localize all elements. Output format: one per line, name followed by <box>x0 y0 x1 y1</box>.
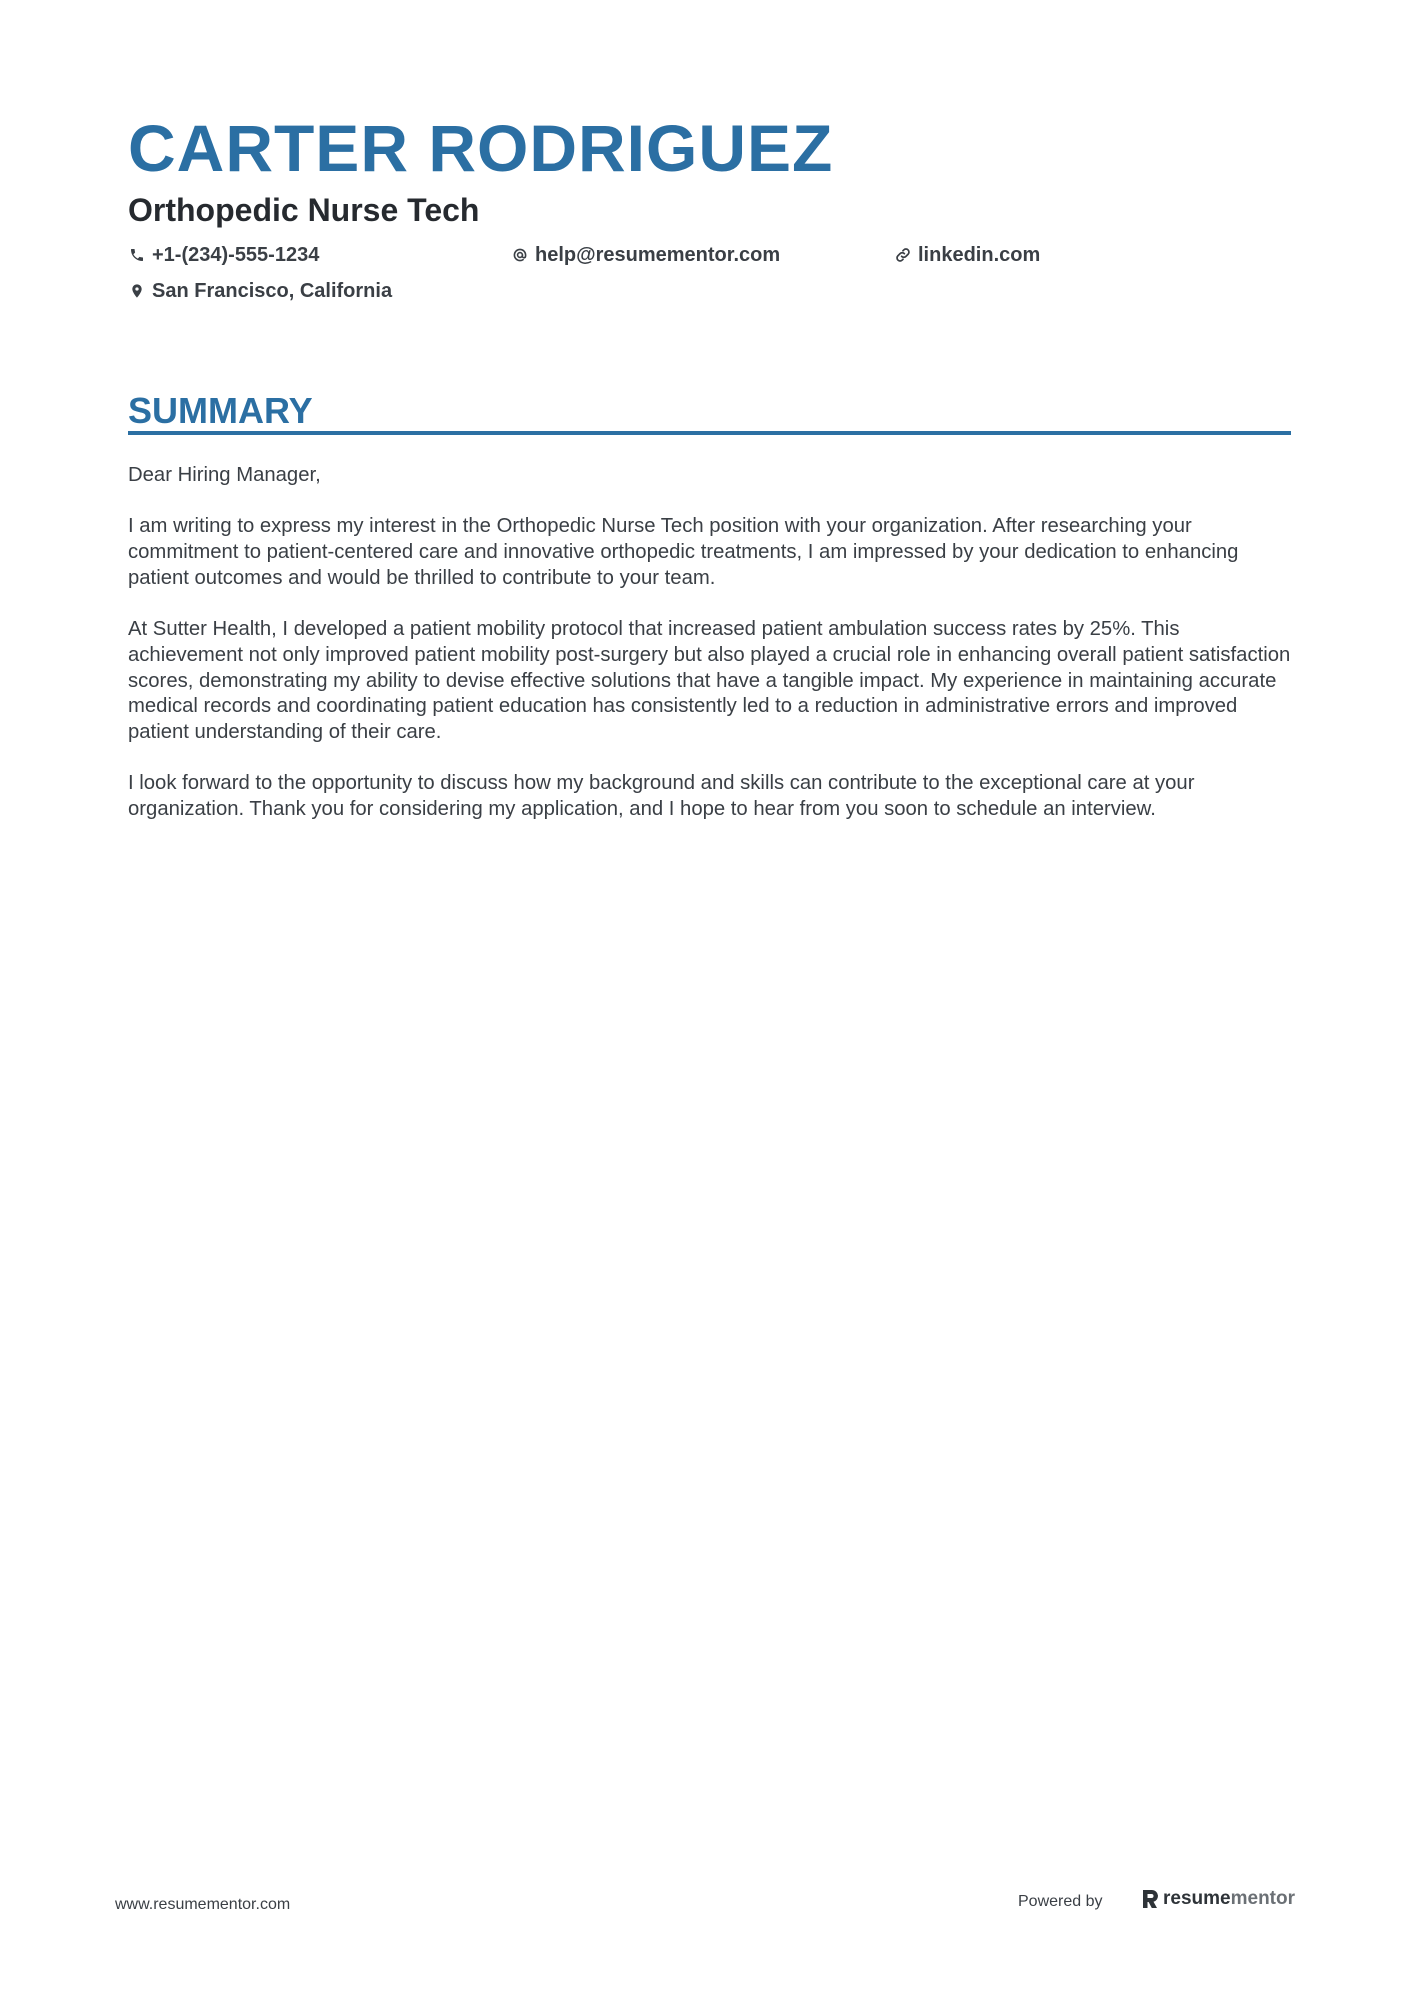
footer-website-link[interactable]: www.resumementor.com <box>115 1896 291 1913</box>
contact-email[interactable] <box>511 242 780 268</box>
contact-phone <box>128 242 319 268</box>
powered-by-label: Powered by <box>1018 1893 1103 1910</box>
contact-link[interactable] <box>894 242 1040 268</box>
summary-heading: SUMMARY <box>128 390 313 431</box>
job-title: Orthopedic Nurse Tech <box>128 192 480 228</box>
letter-paragraph: At Sutter Health, I developed a patient mobility protocol that increased patient ambulation success rates by 25%. This achievement not only improved patient mobility post-surgery but also played a crucial role in enhancing overall patient satisfaction scores, demonstrating my ability to devise effective solutions that have a tangible impact. My experience in maintaining accurate medical records and coordinating patient education has consistently led to a reduction in administrative errors and improved patient understanding of their care. <box>128 618 1291 743</box>
contact-location <box>128 278 392 304</box>
brand-logo[interactable] <box>1140 1888 1295 1910</box>
location-text: San Francisco, California <box>152 280 393 302</box>
letter-paragraph: I am writing to express my interest in the Orthopedic Nurse Tech position with your organization. After researching your commitment to patient-centered care and innovative orthopedic treatments, I am impressed by your dedication to enhancing patient outcomes and would be thrilled to contribute to your team. <box>128 515 1239 589</box>
map-pin-icon <box>128 282 146 300</box>
brand-name-part1: resume <box>1163 1888 1231 1909</box>
letter-paragraph: I look forward to the opportunity to discuss how my background and skills can contribute to the exceptional care at your organization. Thank you for considering my application, and I hope to hear from you soon to schedule an interview. <box>128 772 1195 821</box>
resumementor-logo-icon <box>1140 1888 1160 1910</box>
section-divider <box>128 431 1291 435</box>
link-icon <box>894 246 912 264</box>
phone-icon <box>128 246 146 264</box>
email-text[interactable]: help@resumementor.com <box>535 244 781 266</box>
brand-name-part2: mentor <box>1230 1888 1296 1909</box>
link-text[interactable]: linkedin.com <box>918 244 1041 266</box>
cover-letter-body <box>128 463 1291 848</box>
letter-greeting: Dear Hiring Manager, <box>128 464 321 486</box>
at-icon <box>511 246 529 264</box>
phone-text: +1-(234)-555-1234 <box>152 244 320 266</box>
candidate-name: CARTER RODRIGUEZ <box>128 111 834 185</box>
